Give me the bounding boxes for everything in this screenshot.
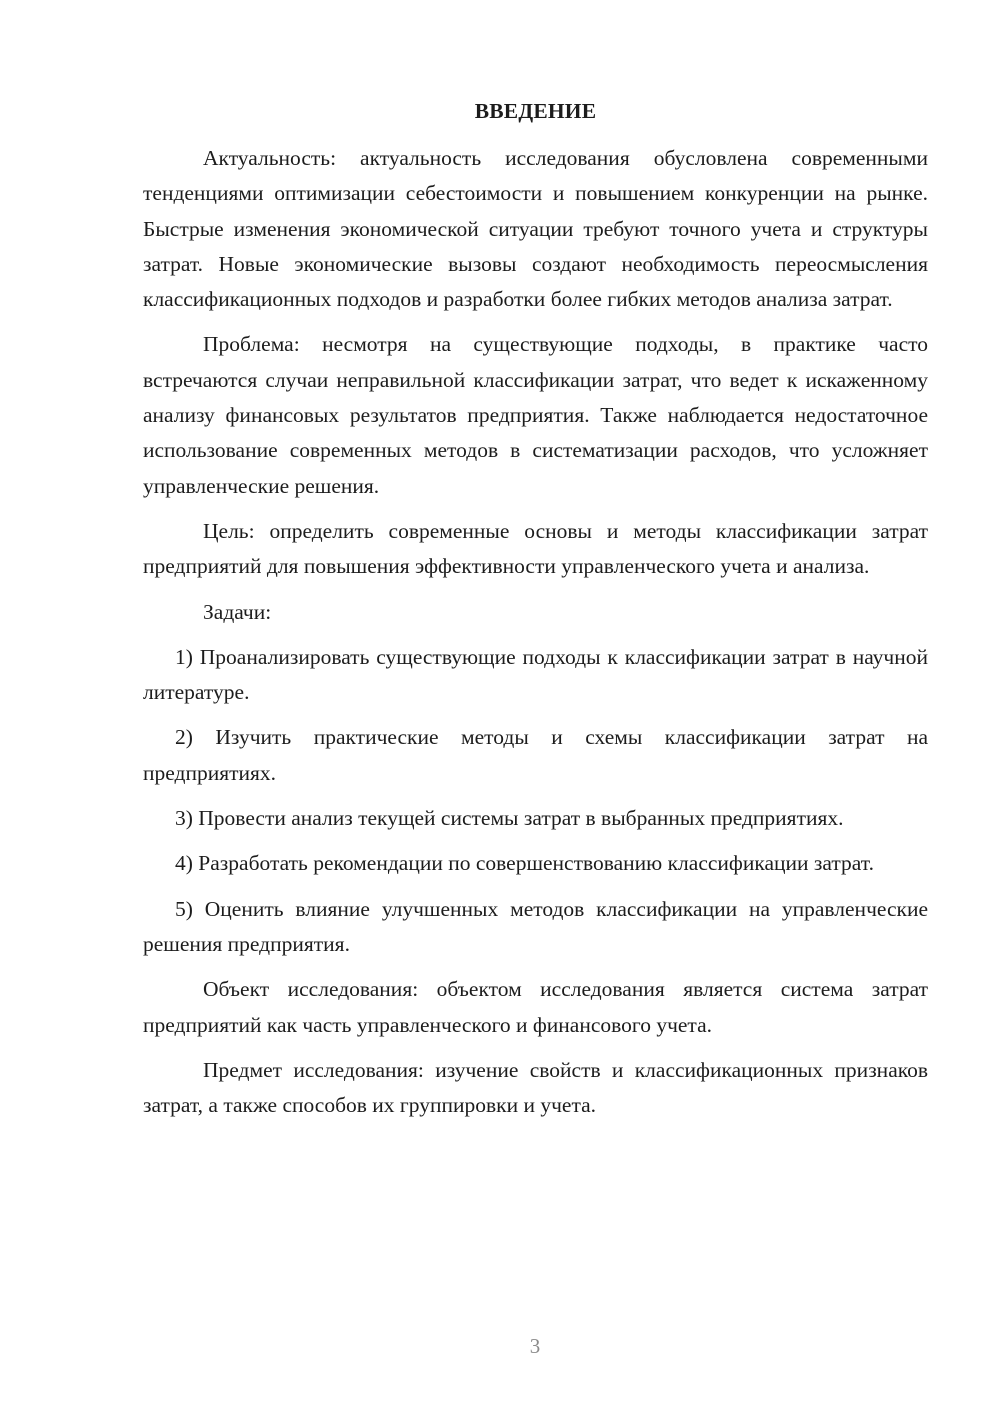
task-item-5: 5) Оценить влияние улучшенных методов классификации на управленческие решения предприятия. — [143, 896, 928, 956]
page-number: 3 — [529, 1334, 541, 1358]
page-title: ВВЕДЕНИЕ — [474, 99, 597, 123]
task-item-3: 3) Провести анализ текущей системы затрат в выбранных предприятиях. — [175, 806, 844, 831]
task-item-2: 2) Изучить практические методы и схемы классификации затрат на предприятиях. — [143, 725, 928, 785]
tasks-heading: Задачи: — [203, 599, 272, 624]
subject-paragraph: Предмет исследования: изучение свойств и классификационных признаков затрат, а также способов их группировки и учета. — [143, 1057, 928, 1118]
task-item-1: 1) Проанализировать существующие подходы к классификации затрат в научной литературе. — [143, 644, 928, 705]
relevance-paragraph: Актуальность: актуальность исследования обусловлена современными тенденциями оптимизации себестоимости и повышением конкуренции на рынке. Быстрые изменения экономической ситуации требуют точного учета и структуры затрат. Новые экономические вызовы создают необходимость переосмысления классификационных подходов и разработки более гибких методов анализа затрат. — [143, 146, 928, 312]
task-item-4: 4) Разработать рекомендации по совершенствованию классификации затрат. — [175, 851, 874, 876]
problem-paragraph: Проблема: несмотря на существующие подходы, в практике часто встречаются случаи неправильной классификации затрат, что ведет к искаженному анализу финансовых результатов предприятия. Также наблюдается недостаточное использование современных методов в систематизации расходов, что усложняет управленческие решения. — [143, 332, 928, 498]
document-page — [143, 94, 928, 1123]
goal-paragraph: Цель: определить современные основы и методы классификации затрат предприятий для повышения эффективности управленческого учета и анализа. — [143, 518, 928, 579]
object-paragraph: Объект исследования: объектом исследования является система затрат предприятий как часть управленческого и финансового учета. — [143, 977, 928, 1037]
